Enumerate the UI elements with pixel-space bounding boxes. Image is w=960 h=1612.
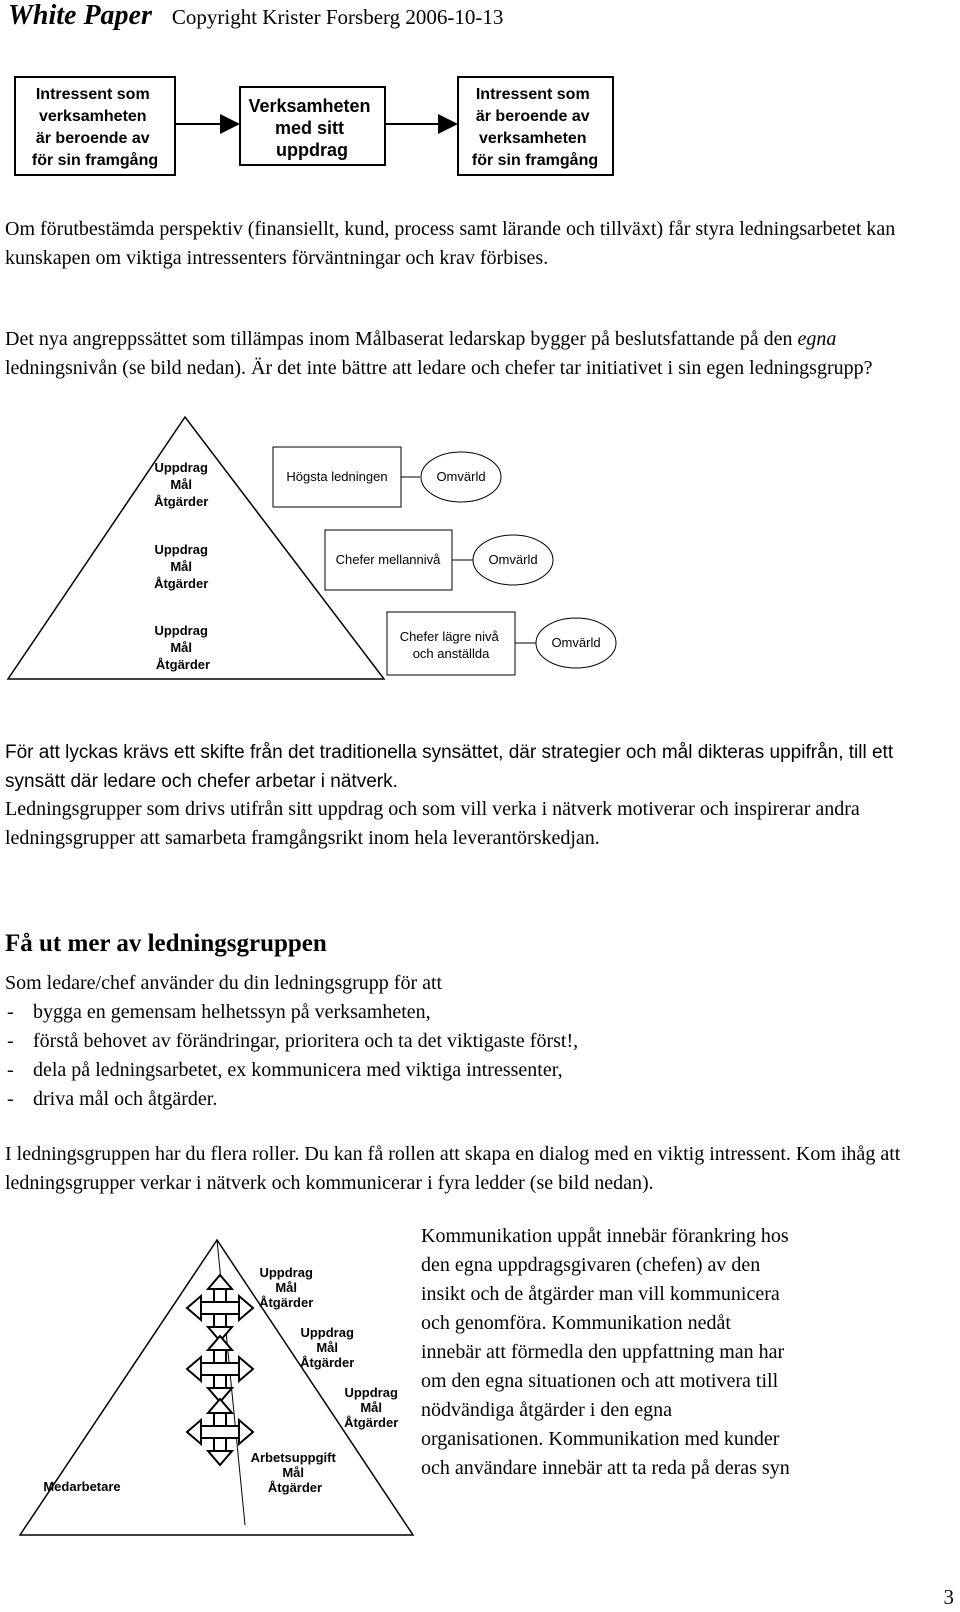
paragraph-network-shift: För att lyckas krävs ett skifte från det traditionella synsättet, där strategier och mål dikteras uppifrån, till ett synsätt där ledare och chefer arbetar i nätverk.: [5, 742, 894, 792]
list-intro: Som ledare/chef använder du din ledningsgrupp för att: [5, 972, 443, 994]
svg-text:Uppdrag Mål Åtgärder: Uppdrag Mål Åtgärder Uppdrag Mål Åtgärder Uppdrag Mål Åtgärder: [154, 460, 211, 672]
paragraph-perspectives: Om förutbestämda perspektiv (finansiellt, kund, process samt lärande och tillväxt) får styra ledningsarbetet kan kunskapen om viktiga intressenters förväntningar och krav förbises.: [5, 218, 896, 269]
svg-text:Omvärld: Omvärld: [488, 552, 538, 567]
fig1-right-line: verksamheten: [478, 130, 587, 147]
svg-text:Omvärld: Omvärld: [436, 469, 486, 484]
fig1-center-line: Verksamheten: [248, 96, 371, 116]
fig1-right-line: för sin framgång: [471, 152, 599, 169]
fig1-right-line: Intressent som: [475, 86, 590, 103]
paragraph-management-groups: Ledningsgrupper som drivs utifrån sitt uppdrag och som vill verka i nätverk motiverar och inspirerar andra ledningsgrupper att samarbeta framgångsrikt inom hela leverantörskedjan.: [5, 798, 860, 849]
fig1-left-line: Intressent som: [35, 86, 150, 103]
svg-text:Högsta ledningen: Högsta ledningen: [286, 469, 388, 484]
communication-arrows-icon: [187, 1399, 253, 1465]
list-item: - bygga en gemensam helhetssyn på verksamheten,: [7, 1001, 431, 1023]
fig1-left-line: för sin framgång: [31, 152, 159, 169]
paragraph-new-approach: Det nya angreppssättet som tillämpas inom Målbaserat ledarskap bygger på beslutsfattande på den egna ledningsnivån (se bild nedan). Är det inte bättre att ledare och chefer tar initiativet i sin egen ledningsgrupp?: [5, 328, 873, 379]
document-title: White Paper: [8, 0, 152, 31]
management-levels-diagram: [0, 415, 620, 685]
copyright-line: Copyright Krister Forsberg 2006-10-13: [171, 5, 504, 29]
svg-text:Chefer lägre nivå och anst: Chefer lägre nivå och anställda: [399, 629, 499, 661]
role-list: [5, 998, 578, 1114]
svg-text:Uppdrag Mål Åtgärder: Uppdrag Mål Åtgärder Uppdrag Mål Åtgärder Uppdrag Mål Åtgärder Arbetsuppgift Mål Åtgärder: [250, 1265, 399, 1495]
list-item: - dela på ledningsarbetet, ex kommunicera med viktiga intressenter,: [7, 1059, 563, 1081]
stakeholder-flow-diagram: [10, 72, 620, 182]
communication-arrows-icon: [187, 1336, 253, 1402]
communication-arrows-icon: [187, 1275, 253, 1341]
page-number: 3: [943, 1585, 954, 1609]
paragraph-roles: I ledningsgruppen har du flera roller. Du kan få rollen att skapa en dialog med en viktig intressent. Kom ihåg att ledningsgrupper verkar i nätverk och kommunicerar i fyra ledder (se bild nedan).: [5, 1143, 901, 1194]
fig1-left-line: verksamheten: [38, 108, 147, 125]
page-header: [8, 0, 503, 34]
list-item: - driva mål och åtgärder.: [7, 1088, 218, 1110]
list-item: - förstå behovet av förändringar, prioritera och ta det viktigaste först!,: [7, 1030, 579, 1052]
fig1-left-line: är beroende av: [35, 130, 150, 147]
base-label: Medarbetare: [43, 1479, 121, 1494]
fig1-right-line: är beroende av: [475, 108, 590, 125]
svg-text:Omvärld: Omvärld: [551, 635, 601, 650]
section-heading: Få ut mer av ledningsgruppen: [5, 930, 327, 957]
communication-text: Kommunikation uppåt innebär förankring hos den egna uppdragsgivaren (chefen) av den insikt och de åtgärder man vill kommunicera och genomföra. Kommunikation nedåt innebär att förmedla den uppfattning man har om den egna situationen och att motivera till nödvändiga åtgärder i den egna organisationen. Kommunikation med kunder och användare innebär att ta reda på deras syn: [421, 1225, 790, 1479]
fig1-center-line: uppdrag: [276, 140, 348, 160]
svg-text:Chefer mellannivå: Chefer mellannivå: [335, 552, 441, 567]
fig1-center-line: med sitt: [274, 118, 344, 138]
communication-pyramid-diagram: [15, 1235, 415, 1545]
